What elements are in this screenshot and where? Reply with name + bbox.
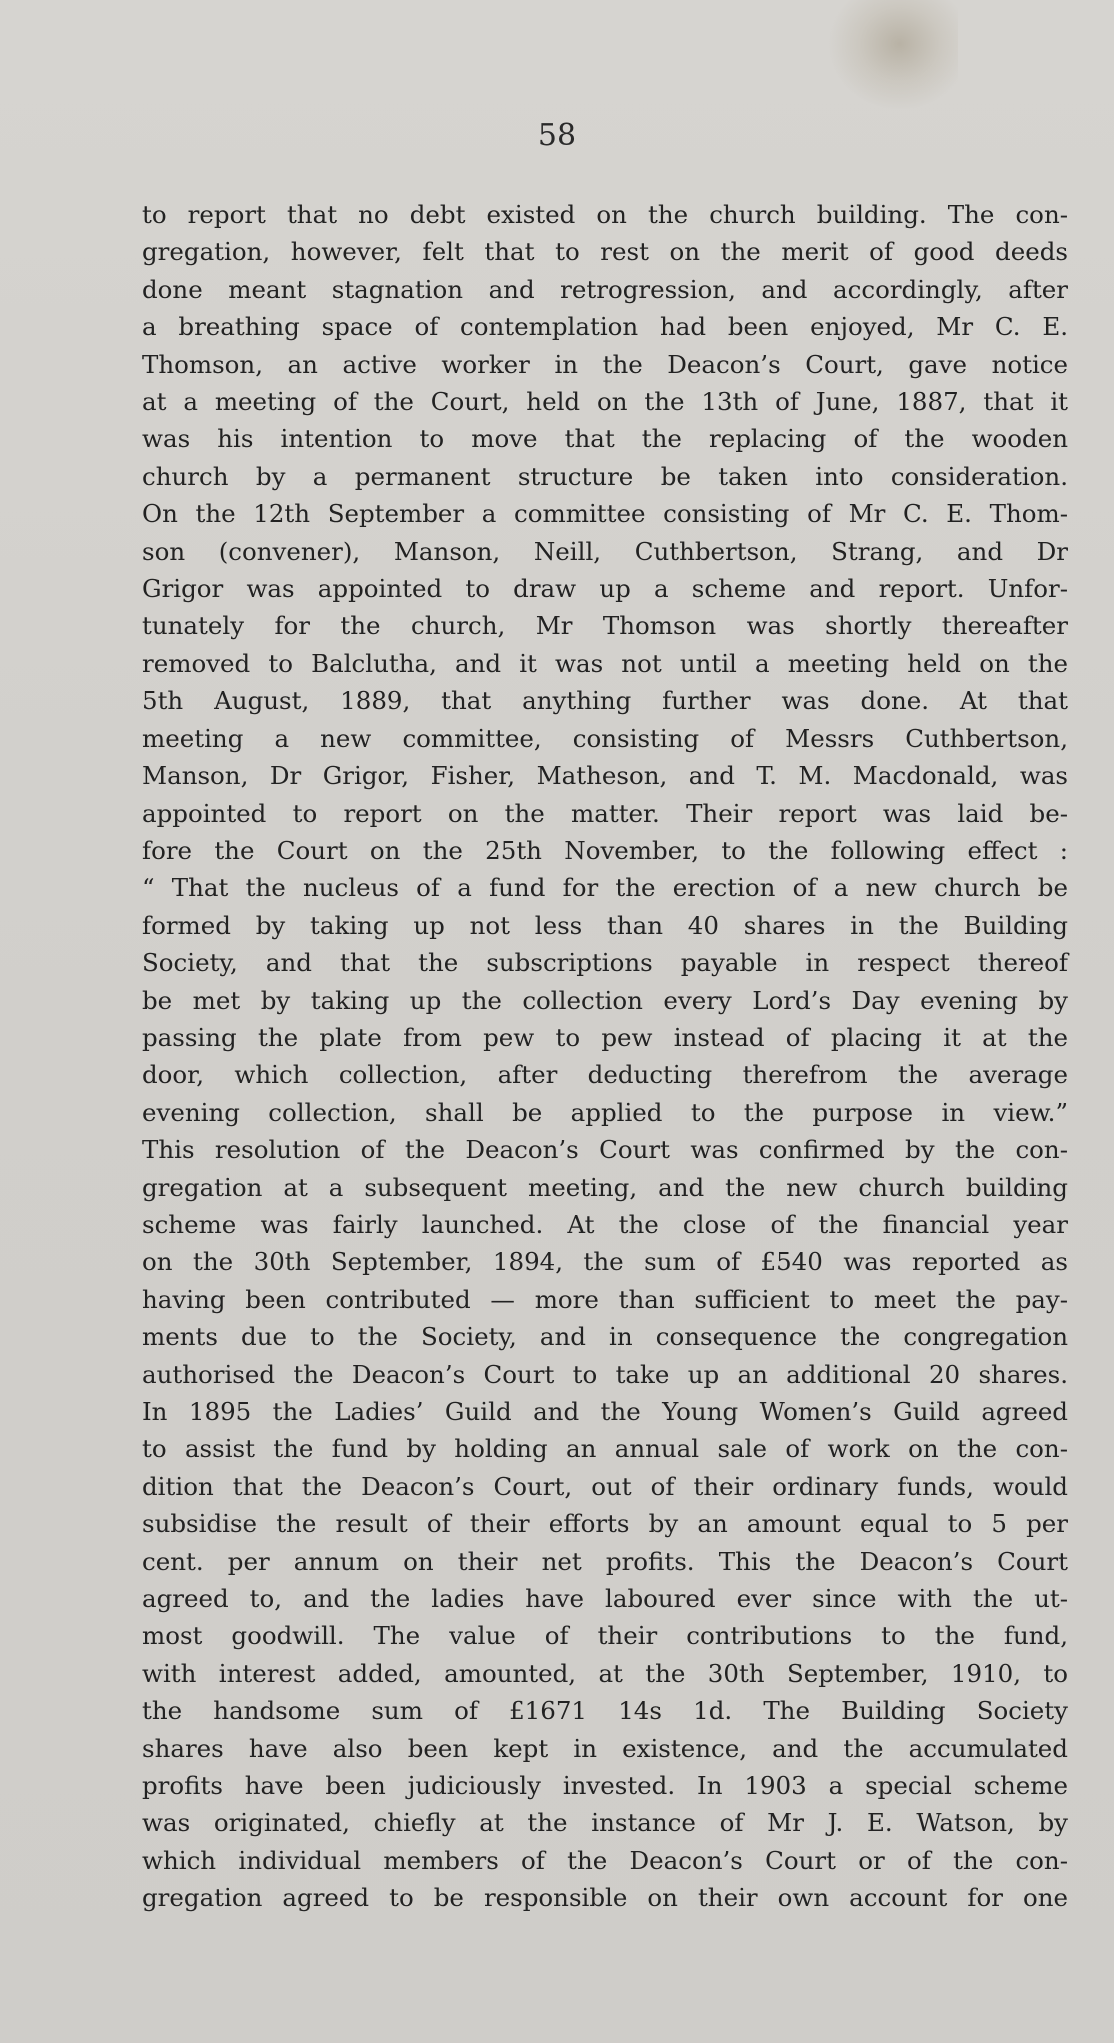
text-line: removed to Balclutha, and it was not until a meeting held on the bbox=[142, 648, 1068, 678]
text-line: In 1895 the Ladies’ Guild and the Young Women’s Guild agreed bbox=[142, 1397, 1068, 1426]
text-line: 5th August, 1889, that anything further was done. At that bbox=[142, 686, 1068, 716]
text-line: ments due to the Society, and in consequence the congregation bbox=[142, 1322, 1068, 1352]
text-line: meeting a new committee, consisting of Messrs Cuthbertson, bbox=[142, 723, 1068, 753]
text-line: shares have also been kept in existence, and the accumulated bbox=[142, 1733, 1068, 1763]
text-line: on the 30th September, 1894, the sum of £540 was reported as bbox=[142, 1247, 1068, 1277]
text-line: at a meeting of the Court, held on the 13th of June, 1887, that it bbox=[142, 387, 1068, 417]
text-line: fore the Court on the 25th November, to the following effect : bbox=[142, 835, 1068, 865]
text-line: appointed to report on the matter. Their report was laid be- bbox=[142, 798, 1068, 828]
text-line: gregation, however, felt that to rest on the merit of good deeds bbox=[142, 237, 1068, 267]
text-line: On the 12th September a committee consisting of Mr C. E. Thom- bbox=[142, 499, 1068, 529]
text-line: with interest added, amounted, at the 30th September, 1910, to bbox=[142, 1658, 1068, 1688]
text-line: evening collection, shall be applied to the purpose in view.” bbox=[142, 1097, 1068, 1127]
text-line: gregation at a subsequent meeting, and the new church building bbox=[142, 1172, 1068, 1202]
text-line: Thomson, an active worker in the Deacon’s Court, gave notice bbox=[142, 349, 1068, 379]
text-line: the handsome sum of £1671 14s 1d. The Building Society bbox=[142, 1696, 1068, 1726]
page-number: 58 bbox=[537, 118, 577, 153]
text-line: cent. per annum on their net profits. This the Deacon’s Court bbox=[142, 1546, 1068, 1576]
text-line: son (convener), Manson, Neill, Cuthbertson, Strang, and Dr bbox=[142, 536, 1068, 566]
text-line: be met by taking up the collection every Lord’s Day evening by bbox=[142, 985, 1068, 1015]
text-line: door, which collection, after deducting therefrom the average bbox=[142, 1060, 1068, 1090]
text-line: Society, and that the subscriptions payable in respect thereof bbox=[142, 948, 1068, 978]
text-line: authorised the Deacon’s Court to take up an additional 20 shares. bbox=[142, 1359, 1068, 1389]
text-line: a breathing space of contemplation had been enjoyed, Mr C. E. bbox=[142, 312, 1068, 342]
text-line: profits have been judiciously invested. In 1903 a special scheme bbox=[142, 1771, 1068, 1801]
text-line: subsidise the result of their efforts by an amount equal to 5 per bbox=[142, 1509, 1068, 1539]
text-line: This resolution of the Deacon’s Court was confirmed by the con- bbox=[142, 1135, 1068, 1165]
text-line: was his intention to move that the replacing of the wooden bbox=[142, 424, 1068, 454]
text-line: was originated, chiefly at the instance of Mr J. E. Watson, by bbox=[142, 1808, 1068, 1838]
text-line: formed by taking up not less than 40 shares in the Building bbox=[142, 910, 1068, 940]
text-line: most goodwill. The value of their contributions to the fund, bbox=[142, 1621, 1068, 1651]
text-line: church by a permanent structure be taken into consideration. bbox=[142, 461, 1068, 491]
text-line: passing the plate from pew to pew instead of placing it at the bbox=[142, 1022, 1068, 1052]
text-line: to assist the fund by holding an annual sale of work on the con- bbox=[142, 1434, 1068, 1464]
text-line: “ That the nucleus of a fund for the erection of a new church be bbox=[142, 873, 1068, 903]
text-line: having been contributed — more than sufficient to meet the pay- bbox=[142, 1284, 1068, 1314]
text-line: scheme was fairly launched. At the close of the financial year bbox=[142, 1209, 1068, 1239]
text-line: to report that no debt existed on the church building. The con- bbox=[142, 200, 1068, 229]
paper-stain bbox=[828, 0, 958, 110]
text-line: tunately for the church, Mr Thomson was shortly thereafter bbox=[142, 611, 1068, 641]
body-text bbox=[142, 196, 1068, 1917]
text-line: which individual members of the Deacon’s Court or of the con- bbox=[142, 1845, 1068, 1875]
text-line: done meant stagnation and retrogression, and accordingly, after bbox=[142, 274, 1068, 304]
text-line: dition that the Deacon’s Court, out of their ordinary funds, would bbox=[142, 1471, 1068, 1501]
text-line: Manson, Dr Grigor, Fisher, Matheson, and T. M. Macdonald, was bbox=[142, 761, 1068, 791]
text-line: agreed to, and the ladies have laboured ever since with the ut- bbox=[142, 1584, 1068, 1614]
text-line: Grigor was appointed to draw up a scheme and report. Unfor- bbox=[142, 574, 1068, 604]
text-line: gregation agreed to be responsible on their own account for one bbox=[142, 1883, 1068, 1913]
